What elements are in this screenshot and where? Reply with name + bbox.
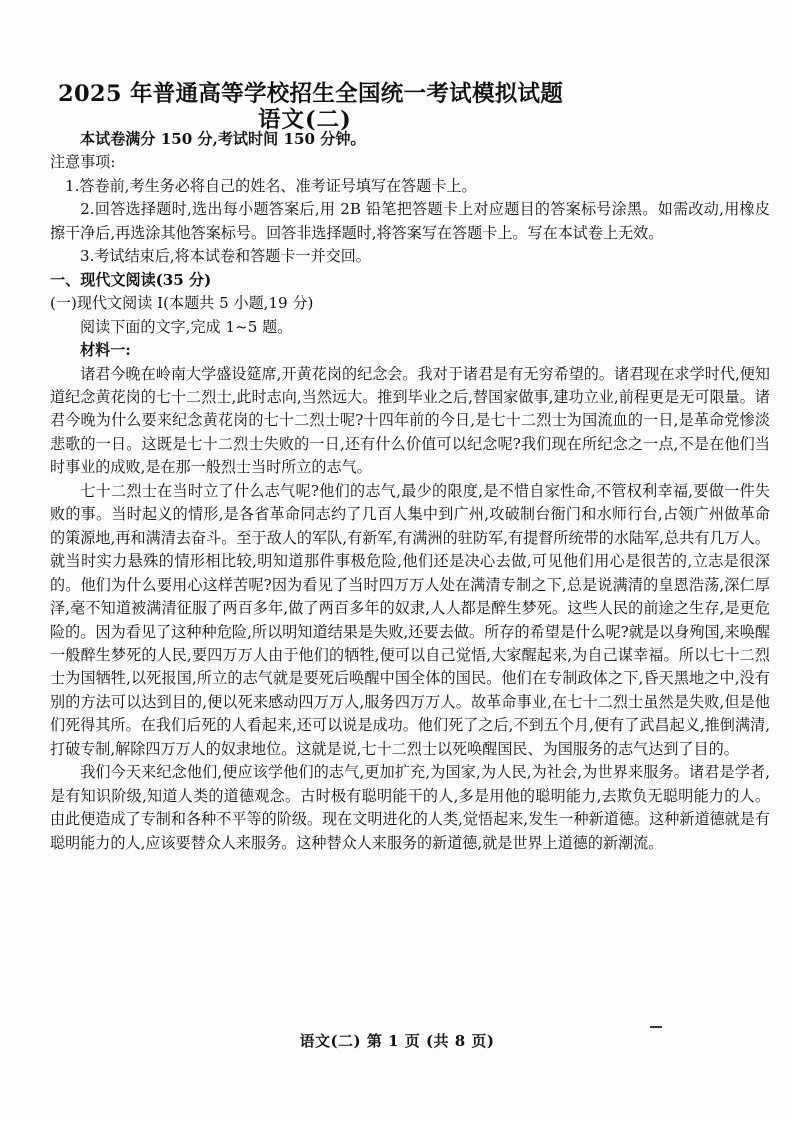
page-mark bbox=[650, 1026, 662, 1028]
section-heading: 一、现代文阅读(35 分) bbox=[50, 270, 212, 289]
sub-section-heading: (一)现代文阅读 I(本题共 5 小题,19 分) bbox=[50, 294, 314, 313]
passage-paragraph-2: 七十二烈士在当时立了什么志气呢?他们的志气,最少的限度,是不惜自家性命,不管权利幸福,要做一件失败的事。当时起义的情形,是各省革命同志约了几百人集中到广州,攻破制台衙门和水师行台,占领广州做革命的策源地,再和满清去奋斗。至于敌人的军队,有新军,有满洲的驻防军,有提督所统带的水陆军,总共有几万人。就当时实力悬殊的情形相比较,明知道那件事极危险,他们还是决心去做,可见他们用心是很苦的,立志是很深的。他们为什么要用心这样苦呢?因为看见了当时四万万人处在满清专制之下,总是说满清的皇恩浩荡,深仁厚泽,毫不知道被满清征服了两百多年,做了两百多年的奴隶,人人都是醉生梦死。这些人民的前途之生存,是更危险的。因为看见了这种种危险,所以明知道结果是失败,还要去做。所存的希望是什么呢?就是以身殉国,来唤醒一般醉生梦死的人民,要四万万人由于他们的牺牲,便可以自己觉悟,大家醒起来,为自己谋幸福。所以七十二烈士为国牺牲,以死报国,所立的志气就是要死后唤醒中国全体的国民。他们在专制政体之下,昏天黑地之中,没有别的方法可以达到目的,便以死来感动四万万人,服务四万万人。故革命事业,在七十二烈士虽然是失败,但是他们死得其所。在我们后死的人看起来,还可以说是成功。他们死了之后,不到五个月,便有了武昌起义,推倒满清,打破专制,解除四万万人的奴隶地位。这就是说,七十二烈士以死唤醒国民、为国服务的志气达到了目的。 bbox=[50, 481, 770, 758]
notes-heading: 注意事项: bbox=[50, 153, 116, 172]
note-item-1: 1.答卷前,考生务必将自己的姓名、准考证号填写在答题卡上。 bbox=[65, 176, 477, 195]
note-item-3: 3.考试结束后,将本试卷和答题卡一并交回。 bbox=[80, 247, 371, 266]
passage-paragraph-3: 我们今天来纪念他们,便应该学他们的志气,更加扩充,为国家,为人民,为社会,为世界来服务。诸君是学者,是有知识阶级,知道人类的道德观念。古时极有聪明能干的人,多是用他的聪明能力,去欺负无聪明能力的人。由此便造成了专制和各种不平等的阶级。现在文明进化的人类,觉悟起来,发生一种新道德。这种新道德就是有聪明能力的人,应该要替众人来服务。这种替众人来服务的新道德,就是世界上道德的新潮流。 bbox=[50, 763, 770, 852]
exam-body bbox=[50, 128, 770, 855]
exam-title: 2025 年普通高等学校招生全国统一考试模拟试题 bbox=[58, 81, 564, 107]
note-item-2: 2.回答选择题时,选出每小题答案后,用 2B 铅笔把答题卡上对应题目的答案标号涂黑。如需改动,用橡皮擦干净后,再选涂其他答案标号。回答非选择题时,将答案写在答题卡上。写在本试卷上无效。 bbox=[50, 200, 770, 242]
material-label: 材料一: bbox=[80, 341, 131, 360]
exam-subtitle: 语文(二) bbox=[258, 107, 352, 133]
page-footer: 语文(二) 第 1 页 (共 8 页) bbox=[299, 1032, 495, 1050]
exam-score-time: 本试卷满分 150 分,考试时间 150 分钟。 bbox=[80, 130, 366, 148]
reading-instruction: 阅读下面的文字,完成 1~5 题。 bbox=[80, 317, 293, 336]
passage-paragraph-1: 诸君今晚在岭南大学盛设筵席,开黄花岗的纪念会。我对于诸君是有无穷希望的。诸君现在求学时代,便知道纪念黄花岗的七十二烈士,此时志向,当然远大。推到毕业之后,替国家做事,建功立业,前程更是无可限量。诸君今晚为什么要来纪念黄花岗的七十二烈士呢?十四年前的今日,是七十二烈士为国流血的一日,是革命党惨淡悲歌的一日。这既是七十二烈士失败的一日,还有什么价值可以纪念呢?我们现在所纪念之一点,不是在他们当时事业的成败,是在那一般烈士当时所立的志气。 bbox=[50, 364, 770, 477]
